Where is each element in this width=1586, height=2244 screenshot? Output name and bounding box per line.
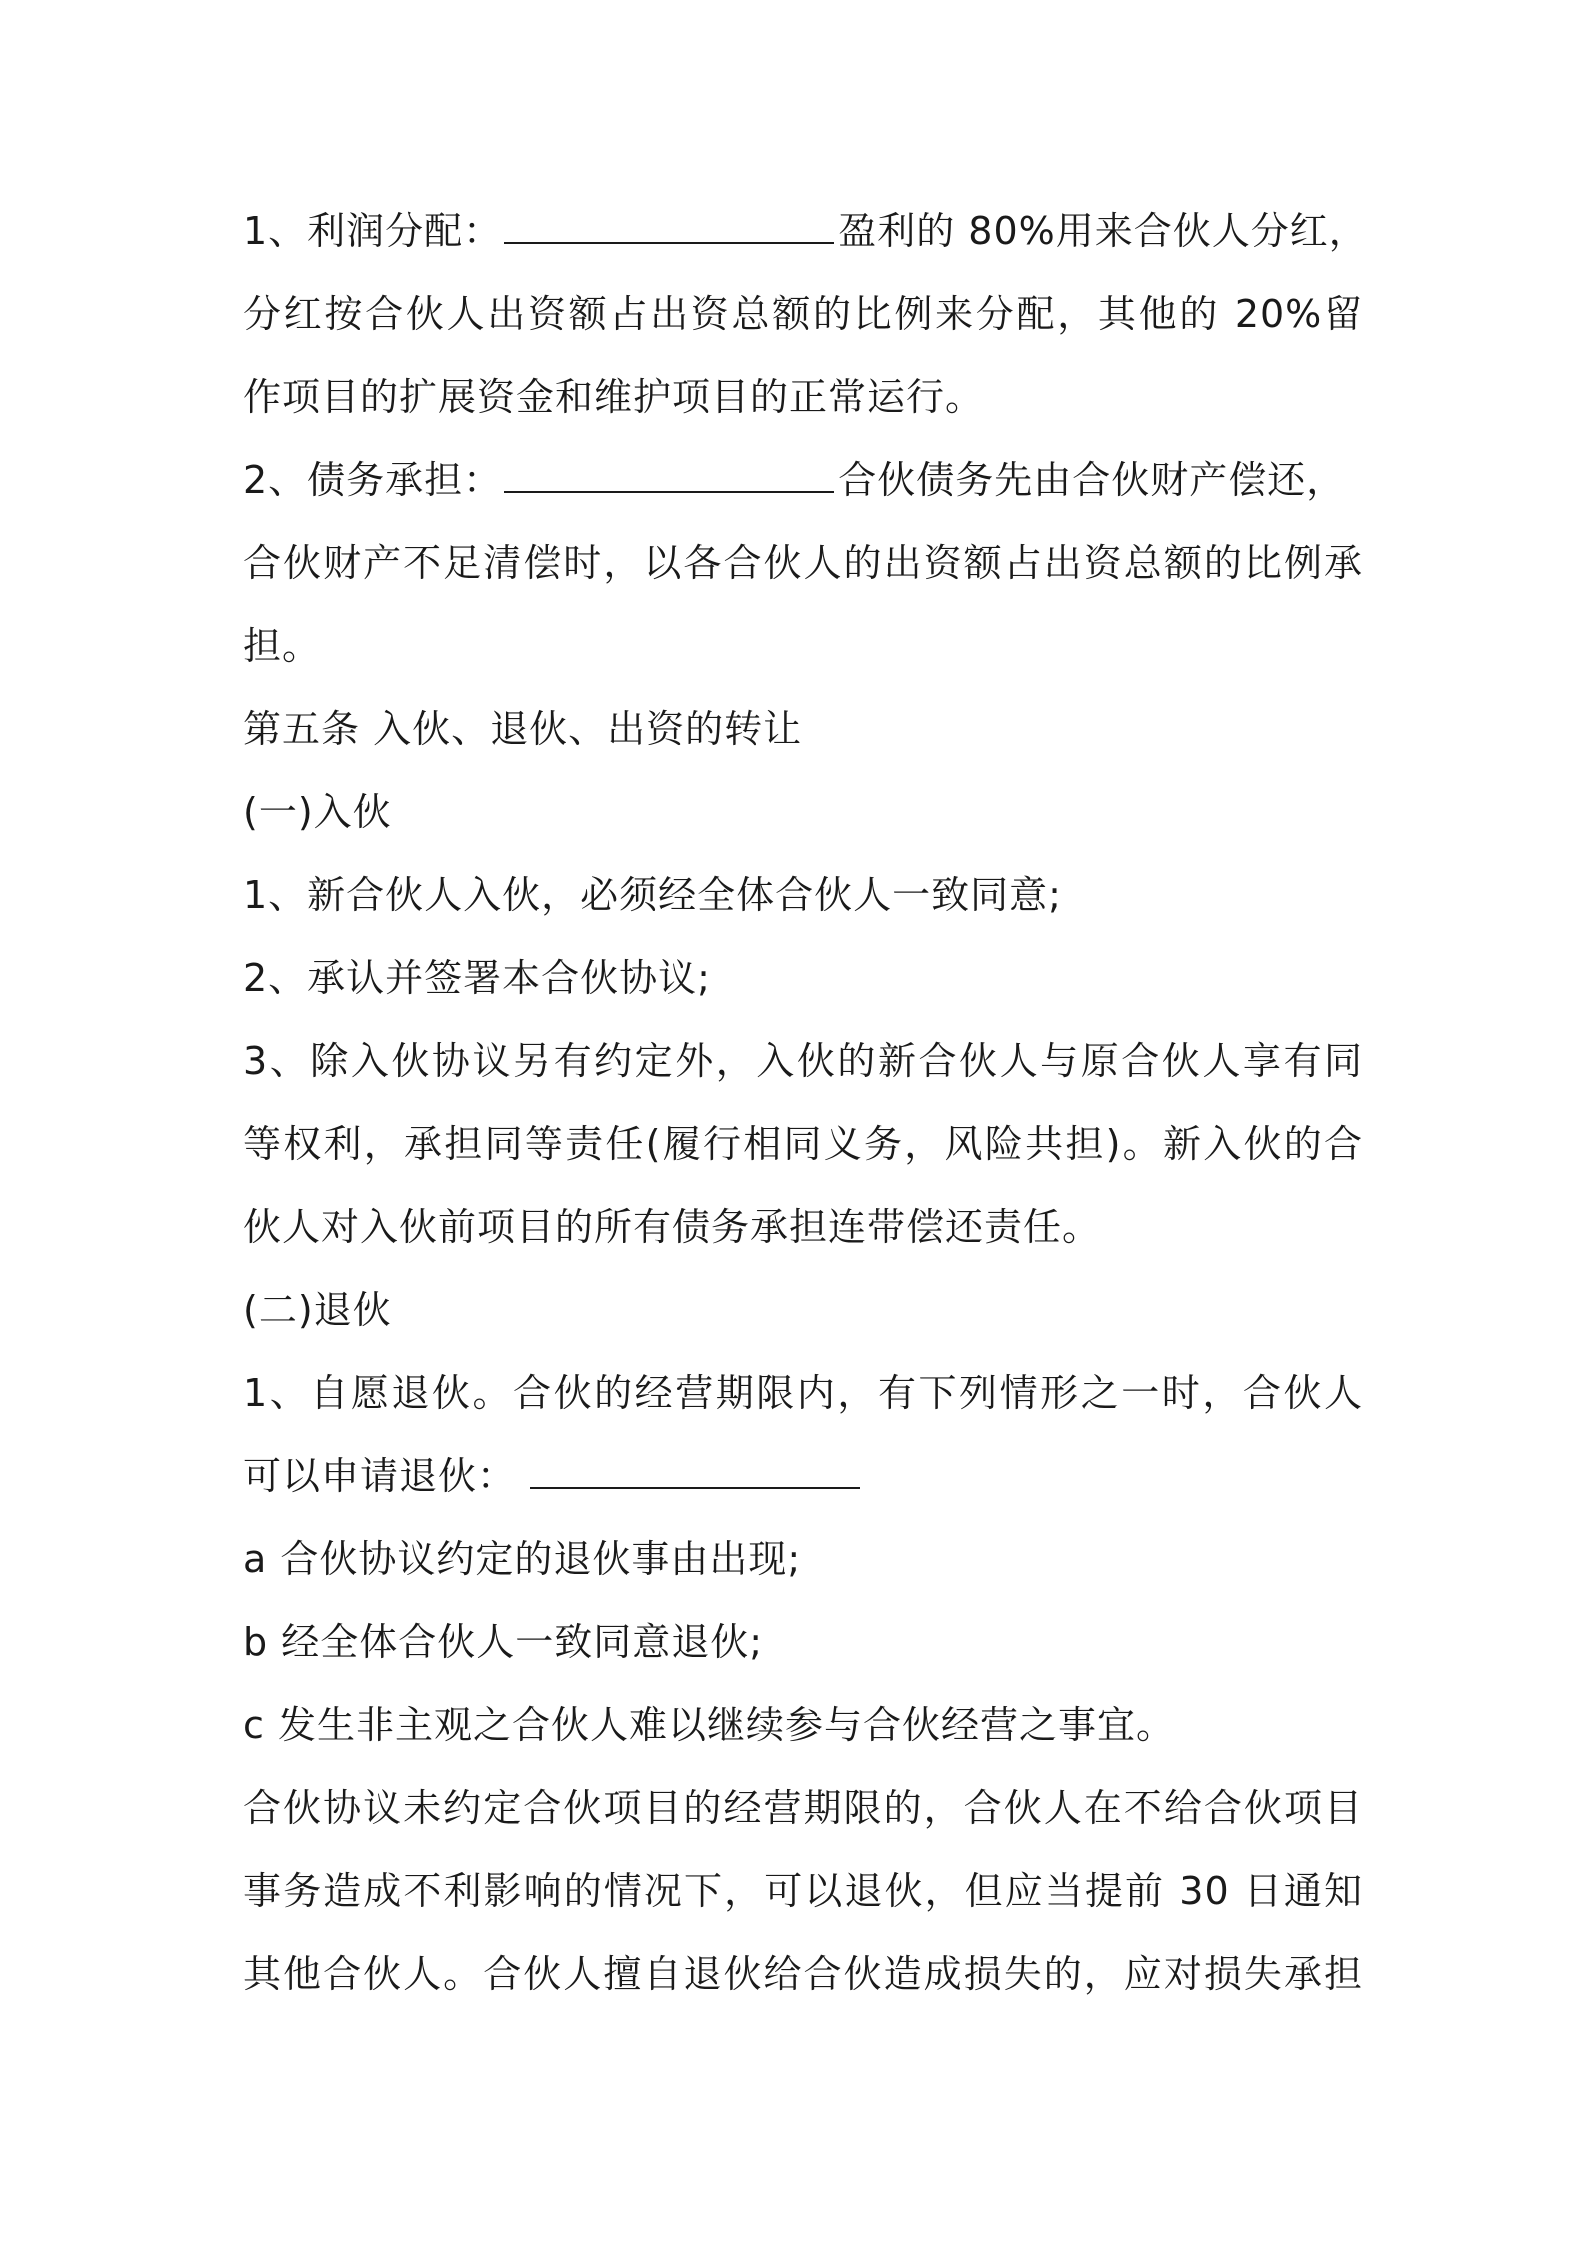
article-heading: 第五条 入伙、退伙、出资的转让 xyxy=(243,707,803,751)
list-item: b 经全体合伙人一致同意退伙; xyxy=(243,1620,764,1664)
profit-distribution-label: 1、利润分配： xyxy=(243,209,503,253)
list-item: 1、自愿退伙。合伙的经营期限内，有下列情形之一时，合伙人 xyxy=(243,1371,1363,1415)
debt-liability-text: 合伙债务先由合伙财产偿还， xyxy=(838,458,1346,502)
paragraph-line: 等权利，承担同等责任(履行相同义务，风险共担)。新入伙的合 xyxy=(243,1122,1363,1166)
paragraph-line: 合伙协议未约定合伙项目的经营期限的，合伙人在不给合伙项目 xyxy=(243,1786,1363,1830)
paragraph-line: 担。 xyxy=(243,624,322,668)
debt-liability-blank[interactable] xyxy=(504,457,834,493)
paragraph-line: 伙人对入伙前项目的所有债务承担连带偿还责任。 xyxy=(243,1205,1102,1249)
debt-liability-label: 2、债务承担： xyxy=(243,458,503,502)
paragraph-line: 分红按合伙人出资额占出资总额的比例来分配，其他的 20%留 xyxy=(243,292,1363,336)
paragraph-line: 事务造成不利影响的情况下，可以退伙，但应当提前 30 日通知 xyxy=(243,1869,1363,1913)
profit-distribution-line xyxy=(243,190,1368,273)
section-heading-withdrawal: (二)退伙 xyxy=(243,1288,392,1332)
profit-distribution-text: 盈利的 80%用来合伙人分红， xyxy=(838,209,1368,253)
list-item: c 发生非主观之合伙人难以继续参与合伙经营之事宜。 xyxy=(243,1703,1175,1747)
list-item: 2、承认并签署本合伙协议; xyxy=(243,956,711,1000)
withdrawal-application-blank[interactable] xyxy=(530,1453,860,1489)
section-heading-admission: (一)入伙 xyxy=(243,790,392,834)
withdrawal-application-text: 可以申请退伙： xyxy=(243,1454,517,1498)
document-body xyxy=(243,190,1368,2016)
list-item: 1、新合伙人入伙，必须经全体合伙人一致同意; xyxy=(243,873,1062,917)
list-item: 3、除入伙协议另有约定外，入伙的新合伙人与原合伙人享有同 xyxy=(243,1039,1363,1083)
list-item: a 合伙协议约定的退伙事由出现; xyxy=(243,1537,802,1581)
profit-distribution-blank[interactable] xyxy=(504,208,834,244)
withdrawal-application-line xyxy=(243,1435,1363,1518)
paragraph-line: 作项目的扩展资金和维护项目的正常运行。 xyxy=(243,375,985,419)
debt-liability-line xyxy=(243,439,1363,522)
paragraph-line: 合伙财产不足清偿时，以各合伙人的出资额占出资总额的比例承 xyxy=(243,541,1363,585)
paragraph-line: 其他合伙人。合伙人擅自退伙给合伙造成损失的，应对损失承担 xyxy=(243,1952,1363,1996)
